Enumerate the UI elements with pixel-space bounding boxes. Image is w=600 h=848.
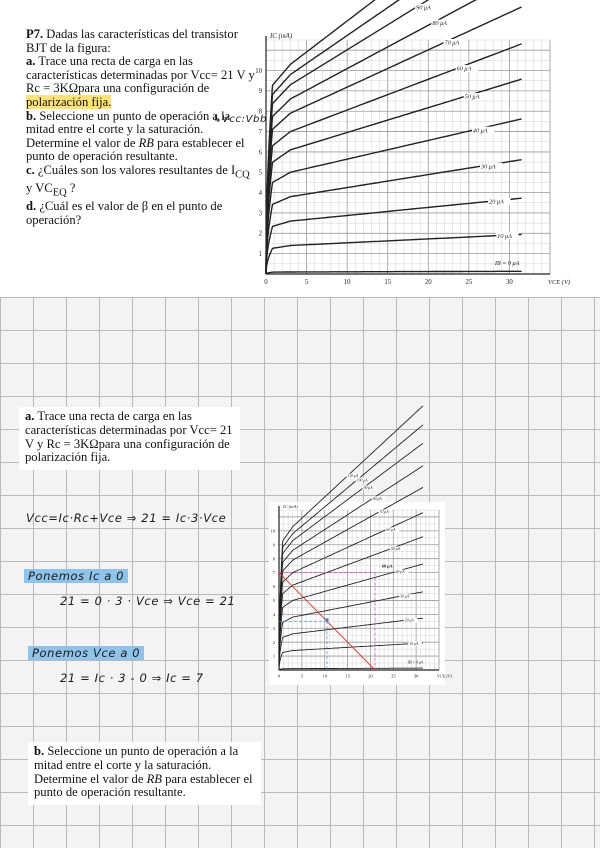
x-tick-label: 25 (465, 278, 473, 286)
curve-ib-40 (279, 564, 423, 670)
part-b-text: Seleccione un punto de operación a la mitad entre el corte y la saturación. Determine el valor de (26, 108, 231, 150)
y-tick-label: 6 (258, 149, 262, 157)
x-tick-label: 15 (384, 278, 392, 286)
curve-label: 100 μA (356, 478, 368, 483)
section-b-text: Seleccione un punto de operación a la mitad entre el corte y la saturación. Determine el valor de (34, 744, 239, 786)
curve-label: 30 μA (400, 594, 410, 599)
curve-label: 10 μA (409, 642, 419, 647)
y-tick-label: 10 (270, 528, 275, 534)
curve-ib-70 (266, 4, 522, 274)
bjt-characteristics-chart (254, 4, 571, 288)
part-d-text: ¿Cuál es el valor de β en el punto de operación? (26, 199, 223, 227)
curve-ib-40 (266, 119, 522, 274)
y-tick-label: 7 (258, 128, 262, 136)
curve-label (404, 0, 422, 1)
x-tick-label: 5 (304, 278, 309, 286)
y-tick-label: 3 (258, 210, 262, 218)
handwritten-annotation: ↳Vcc:Vbb (213, 114, 267, 125)
curve-label: 30 μA (481, 163, 496, 171)
y-tick-label: 3 (272, 625, 275, 631)
section-b-label: b. (34, 744, 45, 758)
handwritten-equation-3: 21 = Ic · 3 - 0 ⇒ Ic = 7 (60, 671, 204, 685)
y-tick-label: 4 (272, 611, 275, 617)
highlighted-note-1 (24, 569, 128, 583)
x-tick-label: 30 (413, 673, 419, 679)
curve-label: 90 μA (363, 485, 373, 490)
x-tick-label: 10 (322, 673, 328, 679)
y-axis-label: IC (mA) (270, 33, 293, 40)
part-b-label: b. (26, 108, 37, 123)
part-c-mid: y VC (26, 181, 53, 196)
handwritten-equation-2: 21 = 0 · 3 · Vce ⇒ Vce = 21 (60, 594, 236, 608)
x-tick-label: 15 (345, 673, 350, 679)
curve-label: 90 μA (416, 4, 431, 12)
y-tick-label: 2 (258, 230, 262, 238)
y-tick-label: 8 (258, 108, 262, 116)
y-tick-label: 1 (258, 251, 262, 259)
y-tick-label: 6 (272, 584, 275, 590)
curve-label: 60 μA (386, 527, 396, 532)
x-tick-label: 5 (300, 673, 304, 679)
curve-ib-10 (279, 643, 423, 670)
y-tick-label: 7 (272, 570, 275, 576)
curve-label: 110 μA (347, 474, 359, 479)
section-b-box (28, 742, 261, 805)
x-tick-label: 20 (368, 673, 373, 679)
part-a-label: a. (26, 54, 36, 69)
problem-intro: Dadas las características del transistor BJT de la figura: (26, 27, 238, 55)
y-tick-label: 2 (272, 639, 275, 645)
part-c-end: ? (69, 181, 76, 196)
curve-label: 20 μA (489, 198, 504, 206)
curve-label: 70 μA (444, 39, 460, 47)
curve-label: 50 μA (391, 546, 400, 551)
y-tick-label: 5 (258, 169, 262, 177)
curve-label: 80 μA (432, 20, 447, 28)
x-tick-label: 20 (424, 278, 432, 286)
curve-label: 50 μA (464, 93, 480, 101)
section-a-box (19, 407, 240, 470)
part-c-label: c. (26, 162, 35, 177)
curve-ib-90 (266, 0, 522, 274)
section-b-text-end: para establecer el punto de operación resultante. (34, 771, 253, 800)
curve-label: 60 μA (456, 65, 472, 73)
part-a-text: Trace una recta de carga en las características determinadas por Vcc= 21 V y Rc = 3KΩpara una configuración de (26, 54, 255, 96)
x-tick-label: 0 (264, 278, 268, 286)
x-axis-label: VCE (V) (437, 673, 452, 679)
curve-label: IB = 0 μA (407, 660, 424, 665)
highlighted-note-2 (28, 646, 144, 660)
section-a-label: a. (25, 409, 35, 423)
note-1-text: Ponemos Ic a 0 (24, 569, 128, 583)
curve-label: 10 μA (497, 232, 512, 240)
x-tick-label: 0 (277, 673, 281, 679)
x-axis-label: VCE (V) (548, 278, 571, 286)
y-axis-label: IC (mA) (283, 504, 298, 509)
part-c-sub-eq: EQ (52, 187, 67, 199)
part-c-sub-cq: CQ (235, 169, 250, 181)
curve-ib-110 (266, 0, 522, 274)
section-b-rb: RB (146, 771, 162, 786)
x-tick-label: 10 (343, 278, 351, 286)
x-tick-label: 25 (390, 673, 396, 679)
y-tick-label: 8 (272, 556, 275, 562)
highlighted-phrase: polarización fija. (26, 94, 112, 109)
y-tick-label: 9 (258, 88, 262, 96)
curve-label: 70 μA (379, 509, 389, 514)
curve-label: 40 μA (395, 569, 405, 574)
curve-ib-100 (266, 0, 522, 274)
curve-label: 40 μA (472, 127, 488, 135)
part-c-text: ¿Cuáles son los valores resultantes de I (37, 162, 236, 177)
q-point-marker (326, 618, 329, 621)
problem-number: P7. (26, 27, 44, 41)
problem-statement (26, 28, 258, 227)
x-tick-label: 30 (506, 278, 513, 286)
curve-label: 20 μA (404, 618, 414, 623)
curve-ib-30 (279, 592, 423, 670)
y-tick-label: 5 (272, 598, 275, 604)
y-tick-label: 9 (272, 542, 275, 548)
curve-ib-60 (266, 44, 522, 274)
y-tick-label: 10 (255, 67, 262, 75)
section-a-text: Trace una recta de carga en las características determinadas por Vcc= 21 V y Rc = 3KΩpara una configuración de polarización fija. (25, 409, 233, 465)
curve-ib-80 (266, 0, 522, 274)
curve-ib-60 (279, 513, 423, 670)
curve-ib-70 (279, 487, 423, 670)
y-tick-label: 4 (258, 189, 262, 197)
curve-label: IB = 0 μA (494, 259, 520, 267)
load-line-chart (269, 474, 452, 685)
part-d-label: d. (26, 199, 37, 214)
curve-ib-80 (279, 466, 423, 670)
note-2-text: Ponemos Vce a 0 (28, 646, 144, 660)
y-tick-label: 1 (272, 653, 275, 659)
curve-ib-10 (266, 232, 522, 275)
part-b-rb: RB (138, 135, 154, 150)
part-b-text-end: para establecer el punto de operación resultante. (26, 135, 245, 164)
curve-ib-30 (266, 160, 522, 274)
handwritten-equation-1: Vcc=Ic·Rc+Vce ⇒ 21 = Ic·3·Vce (26, 511, 227, 525)
curve-label: 80 μA (372, 496, 382, 501)
q-point-annotation: 60 µA (381, 563, 393, 569)
